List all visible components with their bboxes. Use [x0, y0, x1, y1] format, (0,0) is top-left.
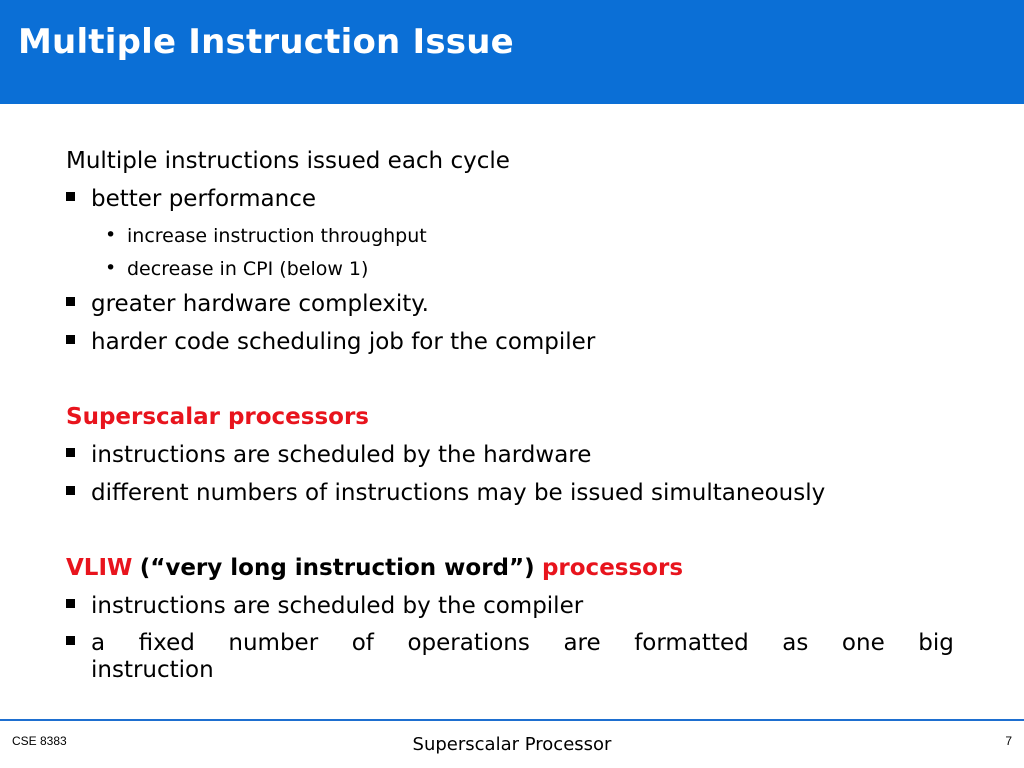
- square-bullet-icon: [66, 448, 75, 457]
- word: number: [228, 630, 319, 656]
- heading-processors: processors: [541, 555, 684, 581]
- word: fixed: [138, 630, 195, 656]
- word: a: [91, 630, 106, 656]
- sub-list-item-text: increase instruction throughput: [127, 225, 427, 247]
- section1-heading: Multiple instructions issued each cycle: [66, 148, 510, 174]
- word: operations: [407, 630, 530, 656]
- square-bullet-icon: [66, 486, 75, 495]
- word: formatted: [634, 630, 749, 656]
- footer-course: CSE 8383: [12, 734, 67, 748]
- heading-expansion: (“very long instruction word”): [139, 555, 535, 581]
- word: are: [563, 630, 601, 656]
- dot-bullet-icon: •: [105, 257, 117, 279]
- section3-heading: [66, 555, 683, 581]
- square-bullet-icon: [66, 636, 75, 645]
- footer-title: Superscalar Processor: [412, 734, 612, 755]
- list-item-text-continued: instruction: [91, 657, 214, 683]
- word: one: [841, 630, 885, 656]
- heading-vliw: VLIW: [66, 555, 133, 581]
- list-item-text: greater hardware complexity.: [91, 291, 429, 317]
- page-number: 7: [1005, 734, 1012, 748]
- dot-bullet-icon: •: [105, 224, 117, 246]
- list-item-text: instructions are scheduled by the compiler: [91, 593, 584, 619]
- square-bullet-icon: [66, 335, 75, 344]
- square-bullet-icon: [66, 192, 75, 201]
- word: as: [782, 630, 809, 656]
- justified-item-line: [91, 630, 954, 656]
- square-bullet-icon: [66, 599, 75, 608]
- square-bullet-icon: [66, 297, 75, 306]
- list-item-text: different numbers of instructions may be issued simultaneously: [91, 480, 826, 506]
- slide-title: Multiple Instruction Issue: [18, 22, 514, 62]
- word: of: [351, 630, 374, 656]
- list-item-text: better performance: [91, 186, 317, 212]
- sub-list-item-text: decrease in CPI (below 1): [127, 258, 369, 280]
- list-item-text: instructions are scheduled by the hardware: [91, 442, 592, 468]
- footer-divider: [0, 719, 1024, 721]
- list-item-text: harder code scheduling job for the compiler: [91, 329, 596, 355]
- section2-heading: Superscalar processors: [66, 404, 369, 430]
- word: big: [918, 630, 954, 656]
